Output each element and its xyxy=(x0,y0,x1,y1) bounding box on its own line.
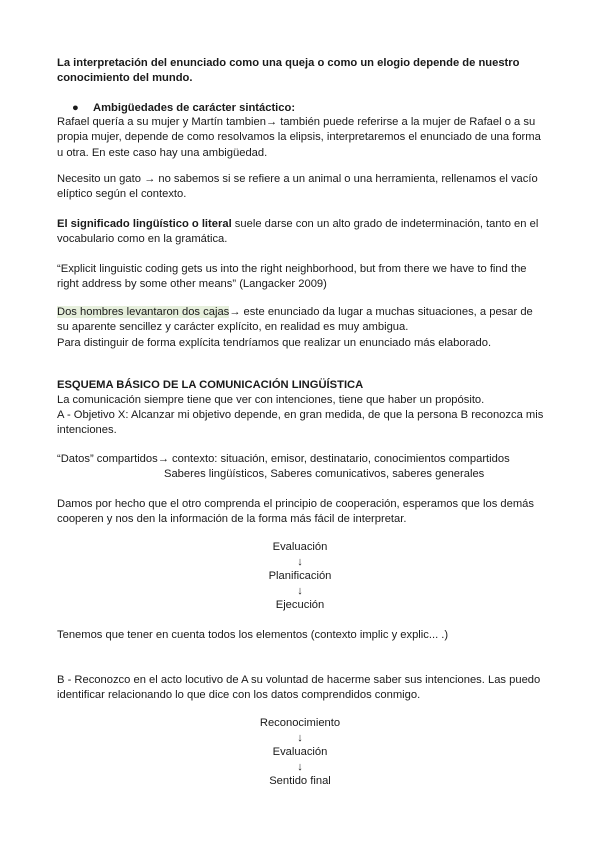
flow1-step-ejecucion: Ejecución xyxy=(275,599,325,611)
cajas-highlight: Dos hombres levantaron dos cajas xyxy=(57,306,230,318)
esquema-line1: La comunicación siempre tiene que ver con intenciones, tiene que haber un propósito. xyxy=(57,394,485,406)
quote-langacker: “Explicit linguistic coding gets us into the right neighborhood, but from there we have to find the right address by some other means” (Langacker 2009) xyxy=(57,263,527,291)
flow2-arrow-down-icon: ↓ xyxy=(297,761,303,773)
bullet-dot-icon: ● xyxy=(72,102,79,114)
flow2-step-sentido-final: Sentido final xyxy=(269,775,331,787)
para-cajas xyxy=(57,305,547,351)
cajas-rest: → este enunciado da lugar a muchas situaciones, a pesar de su aparente sencillez y carácter explícito, en realidad es muy ambigua. xyxy=(57,306,533,334)
para-b-reconozco: B - Reconozco en el acto locutivo de A su voluntad de hacerme saber sus intenciones. Las puedo identificar relacionando lo que dice con los datos comprendidos conmigo. xyxy=(57,674,541,702)
para-rafael: Rafael quería a su mujer y Martín tambien→ también puede referirse a la mujer de Rafael o a su propia mujer, depende de como resolvamos la elipsis, interpretaremos el enunciado de una forma u otra. En este caso hay una ambigüedad. xyxy=(57,116,541,159)
flow1-arrow-down-icon: ↓ xyxy=(297,585,303,597)
bullet-label: Ambigüedades de carácter sintáctico: xyxy=(93,102,296,114)
datos-line1: “Datos” compartidos→ contexto: situación, emisor, destinatario, conocimientos compartidos xyxy=(57,453,510,465)
flow1-step-planificacion: Planificación xyxy=(268,570,332,582)
para-damos: Damos por hecho que el otro comprenda el principio de cooperación, esperamos que los demás cooperen y nos den la información de la forma más fácil de interpretar. xyxy=(57,498,534,526)
datos-line2: Saberes lingüísticos, Saberes comunicativos, saberes generales xyxy=(164,468,485,480)
esquema-title: ESQUEMA BÁSICO DE LA COMUNICACIÓN LINGÜÍSTICA xyxy=(57,379,364,391)
cajas-line2: Para distinguir de forma explícita tendríamos que realizar un enunciado más elaborado. xyxy=(57,336,492,349)
significado-bold: El significado lingüístico o literal xyxy=(57,218,232,230)
para-significado xyxy=(57,217,547,248)
flow2-step-reconocimiento: Reconocimiento xyxy=(259,717,341,729)
esquema-line2: A - Objetivo X: Alcanzar mi objetivo depende, en gran medida, de que la persona B reconozca mis intenciones. xyxy=(57,409,544,437)
flow2-arrow-down-icon: ↓ xyxy=(297,732,303,744)
flow2-step-evaluacion: Evaluación xyxy=(272,746,328,758)
heading-conocimiento: La interpretación del enunciado como una queja o como un elogio depende de nuestro conocimiento del mundo. xyxy=(57,57,520,85)
flow1-step-evaluacion: Evaluación xyxy=(272,541,328,553)
flow1-arrow-down-icon: ↓ xyxy=(297,556,303,568)
para-gato: Necesito un gato → no sabemos si se refiere a un animal o una herramienta, rellenamos el vacío elíptico según el contexto. xyxy=(57,173,538,201)
significado-rest: suele darse con un alto grado de indeterminación, tanto en el vocabulario como en la gramática. xyxy=(57,218,539,246)
para-tenemos: Tenemos que tener en cuenta todos los elementos (contexto implic y explic... .) xyxy=(57,629,449,641)
